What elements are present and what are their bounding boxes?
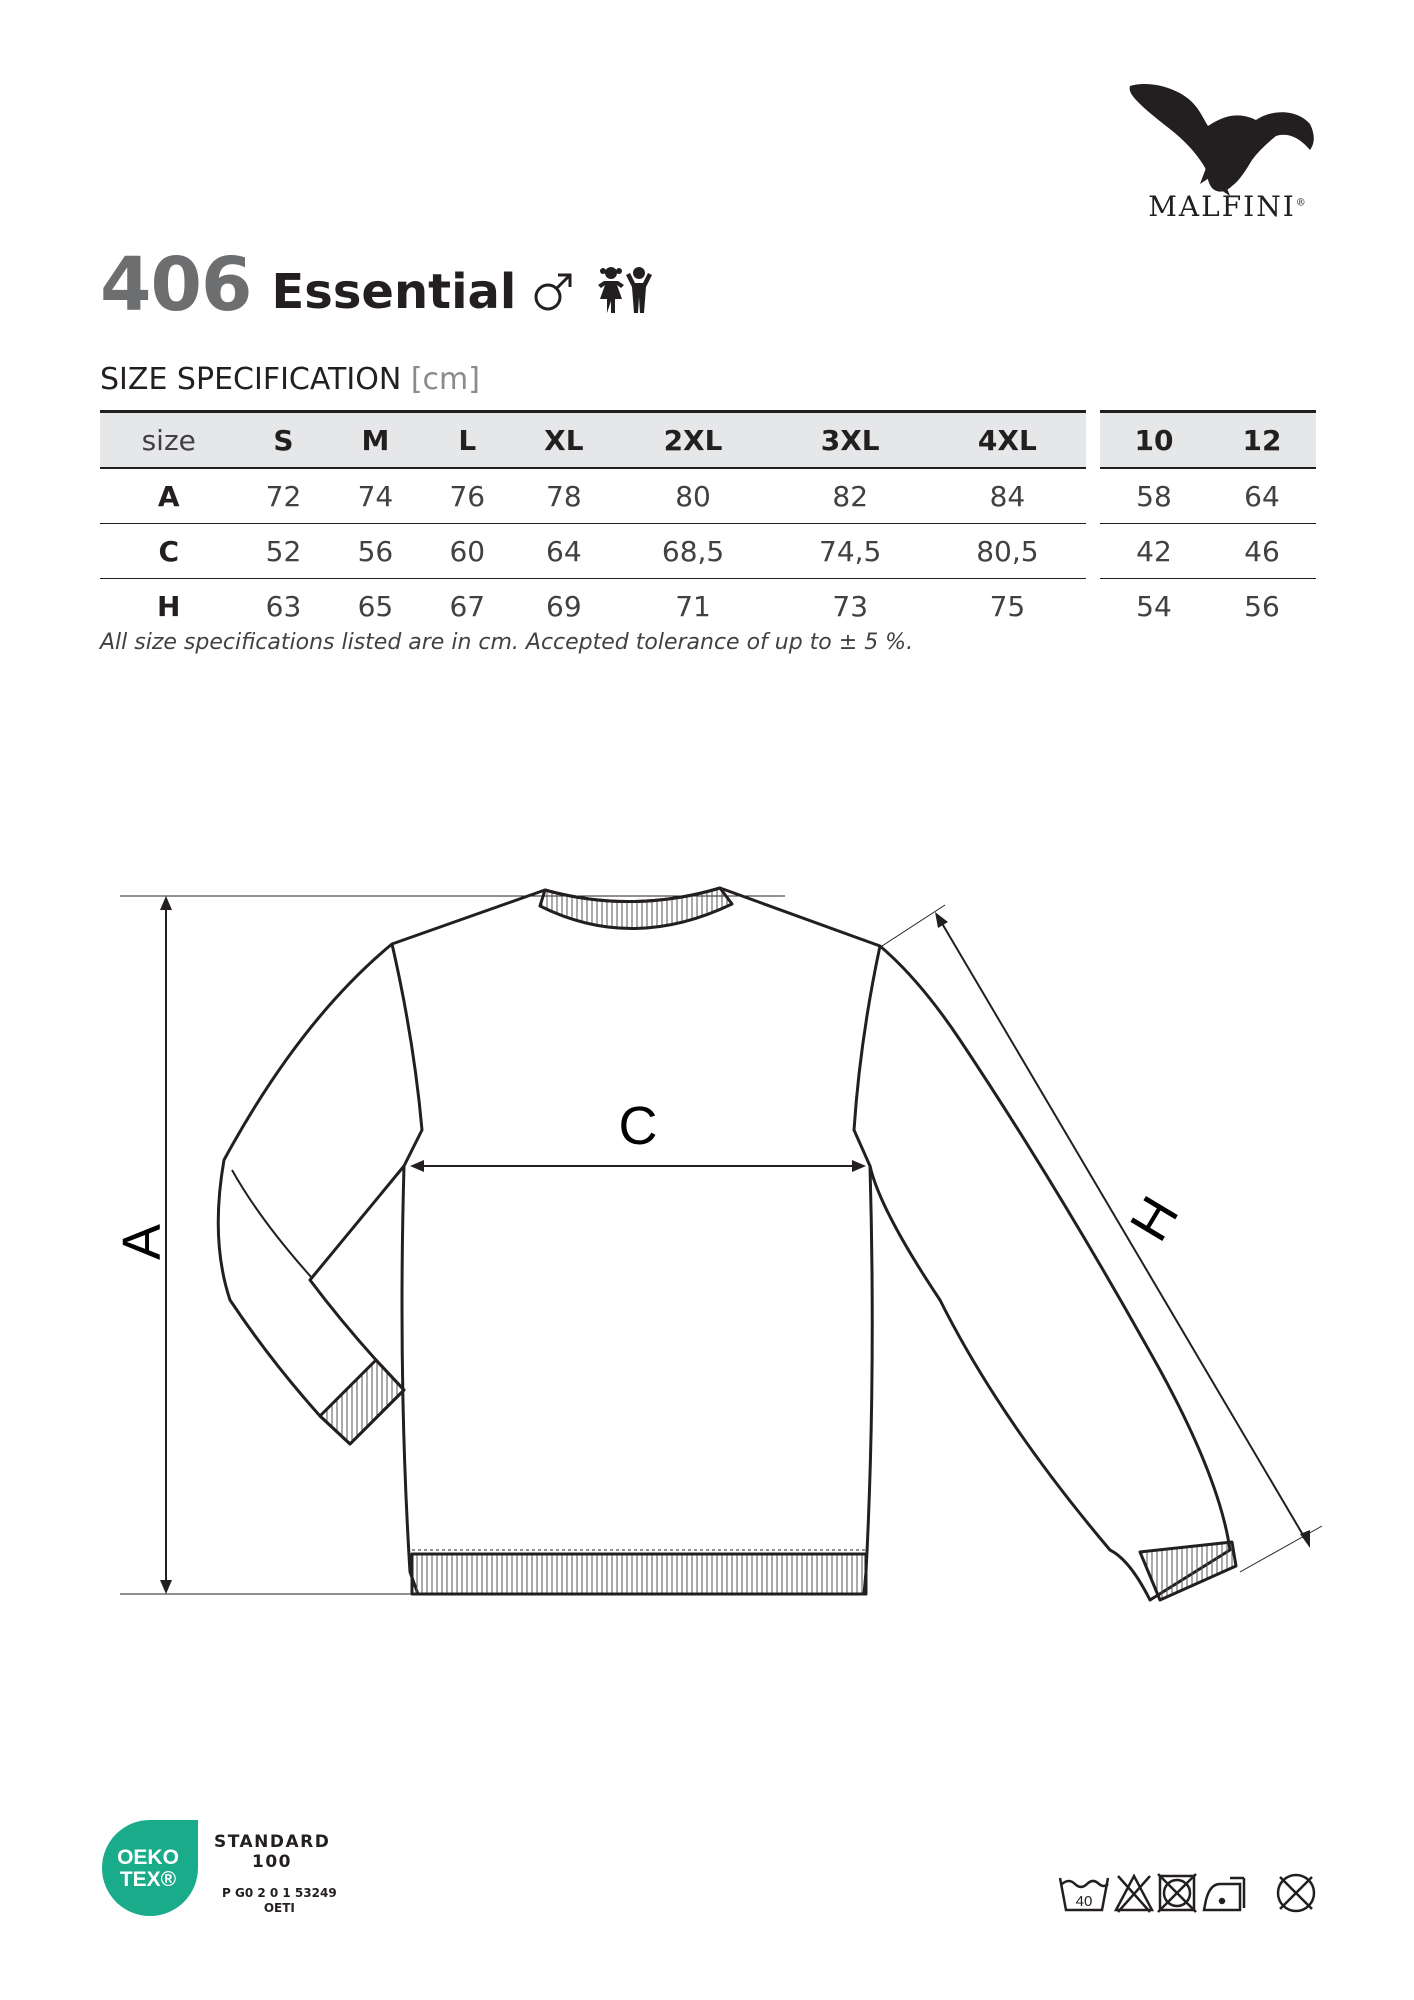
table-cell: 69 bbox=[546, 589, 582, 623]
product-code: 406 bbox=[100, 242, 252, 328]
column-header: 10 bbox=[1100, 412, 1208, 469]
column-header: 2XL bbox=[614, 412, 771, 469]
table-cell: 60 bbox=[421, 524, 513, 579]
table-row bbox=[1100, 468, 1316, 524]
standard-line2: 100 bbox=[252, 1852, 292, 1872]
standard-line1: STANDARD bbox=[214, 1832, 331, 1852]
row-label: A bbox=[100, 468, 238, 524]
spec-title-text: SIZE SPECIFICATION bbox=[100, 362, 402, 397]
table-cell: 73 bbox=[832, 589, 869, 623]
table-cell: 80,5 bbox=[929, 524, 1086, 579]
table-row bbox=[100, 468, 1086, 524]
male-icon bbox=[530, 269, 576, 315]
brand-name-text: MALFINI bbox=[1148, 190, 1296, 223]
table-cell: 46 bbox=[1208, 524, 1316, 579]
table-cell: 56 bbox=[1244, 589, 1280, 623]
certificate-number: P G0 2 0 1 53249 bbox=[222, 1886, 337, 1900]
table-row bbox=[1100, 524, 1316, 579]
tolerance-note: All size specifications listed are in cm. Accepted tolerance of up to ± 5 %. bbox=[100, 630, 914, 655]
table-cell: 58 bbox=[1100, 468, 1208, 524]
label-a: A bbox=[112, 1223, 172, 1261]
no-bleach-icon bbox=[1116, 1876, 1152, 1912]
wash-40-icon bbox=[1060, 1878, 1108, 1910]
measurement-c bbox=[410, 1096, 866, 1172]
table-cell: 80 bbox=[614, 468, 771, 524]
table-cell: 82 bbox=[772, 468, 929, 524]
table-cell: 65 bbox=[357, 589, 394, 623]
size-table-adult bbox=[100, 410, 1086, 633]
registered-mark: ® bbox=[1295, 197, 1308, 209]
table-cell: 42 bbox=[1100, 524, 1208, 579]
table-header-row bbox=[1100, 412, 1316, 469]
column-header: L bbox=[421, 412, 513, 469]
table-row bbox=[100, 524, 1086, 579]
table-cell: 71 bbox=[675, 589, 711, 623]
size-specification-title bbox=[100, 362, 480, 397]
care-symbols bbox=[1058, 1870, 1320, 1916]
iron-low-icon bbox=[1204, 1878, 1244, 1910]
table-row bbox=[1100, 579, 1316, 634]
product-name: Essential bbox=[271, 264, 517, 320]
no-tumble-dry-icon bbox=[1158, 1874, 1196, 1912]
column-header: XL bbox=[513, 412, 614, 469]
table-cell: 84 bbox=[929, 468, 1086, 524]
label-c: C bbox=[618, 1096, 658, 1156]
table-cell: 52 bbox=[238, 524, 330, 579]
column-header: 3XL bbox=[772, 412, 929, 469]
product-title bbox=[100, 242, 656, 328]
column-header: S bbox=[238, 412, 330, 469]
table-cell: 64 bbox=[1208, 468, 1316, 524]
table-cell: 67 bbox=[449, 589, 486, 623]
column-header: 4XL bbox=[929, 412, 1086, 469]
size-table-kids bbox=[1100, 410, 1316, 633]
table-header-row bbox=[100, 412, 1086, 469]
table-cell: 78 bbox=[513, 468, 614, 524]
eagle-logo-icon bbox=[1120, 80, 1320, 200]
table-row bbox=[100, 579, 1086, 634]
kids-icon bbox=[594, 265, 656, 317]
table-cell: 74 bbox=[329, 468, 421, 524]
column-header: 12 bbox=[1208, 412, 1316, 469]
brand-name bbox=[1118, 190, 1338, 223]
measurement-a bbox=[112, 896, 785, 1594]
table-cell: 74,5 bbox=[772, 524, 929, 579]
row-label: C bbox=[100, 524, 238, 579]
badge-line2: TEX® bbox=[119, 1868, 177, 1891]
row-label: H bbox=[157, 589, 181, 623]
oeko-tex-badge-icon bbox=[102, 1820, 198, 1916]
table-cell: 64 bbox=[513, 524, 614, 579]
table-cell: 54 bbox=[1136, 589, 1172, 623]
table-cell: 76 bbox=[421, 468, 513, 524]
label-h: H bbox=[1118, 1186, 1191, 1251]
no-dry-clean-icon bbox=[1244, 1875, 1314, 1911]
sweatshirt-body bbox=[218, 888, 1236, 1600]
table-cell: 75 bbox=[989, 589, 1026, 623]
sweatshirt-diagram bbox=[0, 860, 1414, 1620]
table-cell: 63 bbox=[265, 589, 302, 623]
measurement-h bbox=[882, 905, 1322, 1572]
column-header: size bbox=[100, 412, 238, 469]
wash-temp-label: 40 bbox=[1075, 1893, 1093, 1910]
table-cell: 72 bbox=[238, 468, 330, 524]
column-header: M bbox=[329, 412, 421, 469]
table-cell: 68,5 bbox=[614, 524, 771, 579]
oeko-certificate-code bbox=[222, 1886, 337, 1916]
certificate-institute: OETI bbox=[263, 1901, 295, 1915]
table-cell: 56 bbox=[329, 524, 421, 579]
spec-unit: [cm] bbox=[410, 362, 480, 397]
oeko-standard-label bbox=[214, 1832, 330, 1872]
badge-line1: OEKO bbox=[117, 1846, 179, 1869]
